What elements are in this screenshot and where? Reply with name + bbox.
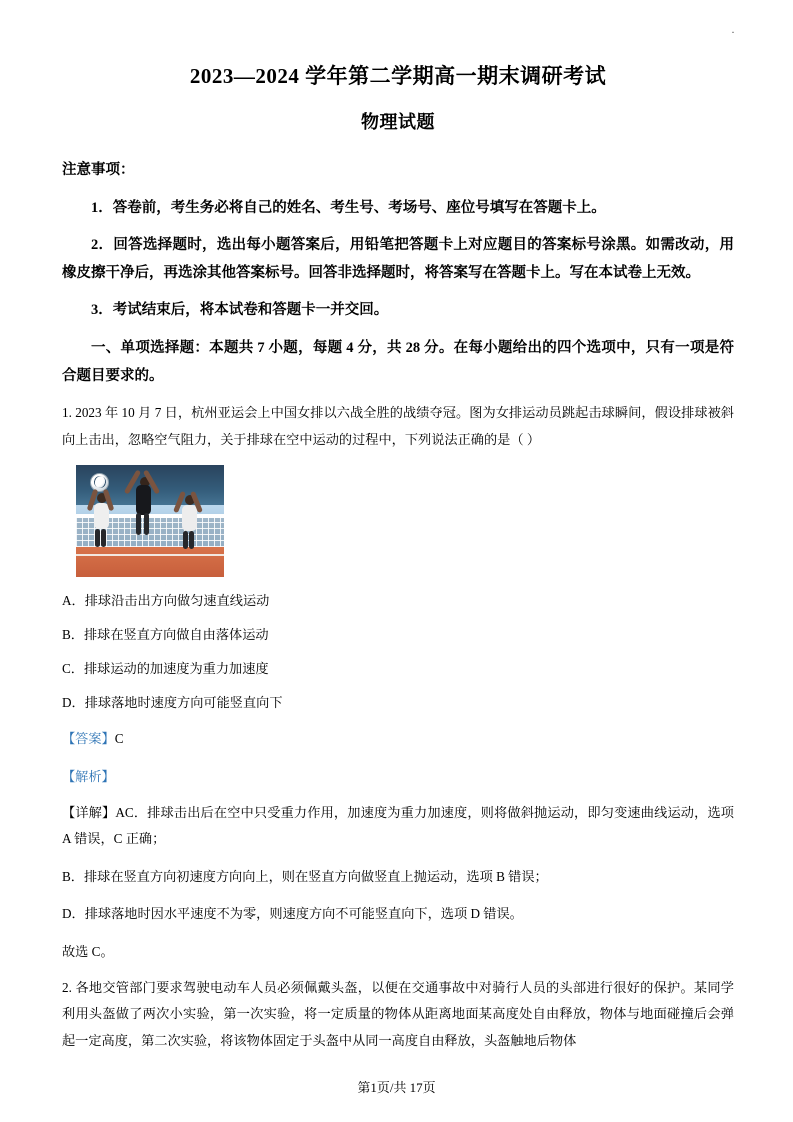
player-leg-left [136, 513, 141, 535]
player-leg-right [189, 531, 194, 549]
question-1-option-d: D．排球落地时速度方向可能竖直向下 [62, 695, 283, 711]
question-1-figure [76, 465, 224, 577]
court-floor [76, 547, 224, 577]
answer-label: 【答案】 [62, 731, 115, 747]
player-torso [94, 503, 109, 529]
question-1-detail-1: 【详解】AC．排球击出后在空中只受重力作用，加速度为重力加速度，则将做斜抛运动，即匀变速曲线运动，选项 A 错误，C 正确； [62, 804, 734, 847]
notice-item-3: 3．考试结束后，将本试卷和答题卡一并交回。 [91, 302, 389, 319]
player-leg-right [144, 513, 149, 535]
question-1-option-c: C．排球运动的加速度为重力加速度 [62, 661, 269, 677]
player-torso [136, 485, 151, 515]
question-1-detail-4: 故选 C。 [62, 943, 114, 959]
question-1-stem: 1. 2023 年 10 月 7 日，杭州亚运会上中国女排以六战全胜的战绩夺冠。图为女排运动员跳起击球瞬间，假设排球被斜向上击出，忽略空气阻力，关于排球在空中运动的过程中，下列说法正确的是（ ） [62, 405, 734, 447]
question-1-answer [62, 727, 734, 751]
section-heading: 一、单项选择题：本题共 7 小题，每题 4 分，共 28 分。在每小题给出的四个选项中，只有一项是符合题目要求的。 [62, 339, 734, 384]
question-2-stem: 2. 各地交管部门要求驾驶电动车人员必须佩戴头盔，以便在交通事故中对骑行人员的头部进行很好的保护。某同学利用头盔做了两次小实验，第一次实验，将一定质量的物体从距离地面某高度处自由释放，物体与地面碰撞后会弹起一定高度，第二次实验，将该物体固定于头盔中从同一高度自由释放，头盔触地后物体 [62, 979, 734, 1048]
player-leg-right [101, 529, 106, 547]
notice-item-1: 1．答卷前，考生务必将自己的姓名、考生号、考场号、座位号填写在答题卡上。 [91, 199, 606, 216]
question-1-detail-3: D．排球落地时因水平速度不为零，则速度方向不可能竖直向下，选项 D 错误。 [62, 906, 523, 922]
court-line [76, 554, 224, 556]
player-leg-left [95, 529, 100, 547]
page-top-mark: · [731, 25, 735, 39]
question-1-detail-2: B．排球在竖直方向初速度方向向上，则在竖直方向做竖直上抛运动，选项 B 错误； [62, 868, 548, 884]
player-torso [182, 505, 197, 531]
question-1-analysis-label: 【解析】 [62, 769, 115, 785]
notice-heading: 注意事项： [62, 162, 135, 178]
page-footer: 第1页/共 17页 [357, 1080, 436, 1095]
question-1-option-b: B．排球在竖直方向做自由落体运动 [62, 627, 269, 643]
answer-value: C [114, 731, 124, 747]
page-title: 2023—2024 学年第二学期高一期末调研考试 [189, 64, 607, 88]
player-leg-left [183, 531, 188, 549]
question-1-option-a: A．排球沿击出方向做匀速直线运动 [62, 592, 270, 608]
notice-item-2: 2．回答选择题时，选出每小题答案后，用铅笔把答题卡上对应题目的答案标号涂黑。如需改动，用橡皮擦干净后，再选涂其他答案标号。回答非选择题时，将答案写在答题卡上。写在本试卷上无效。 [62, 236, 734, 282]
volleyball-photo [76, 465, 224, 577]
page-subtitle: 物理试题 [361, 112, 435, 132]
document-content [62, 46, 734, 1054]
